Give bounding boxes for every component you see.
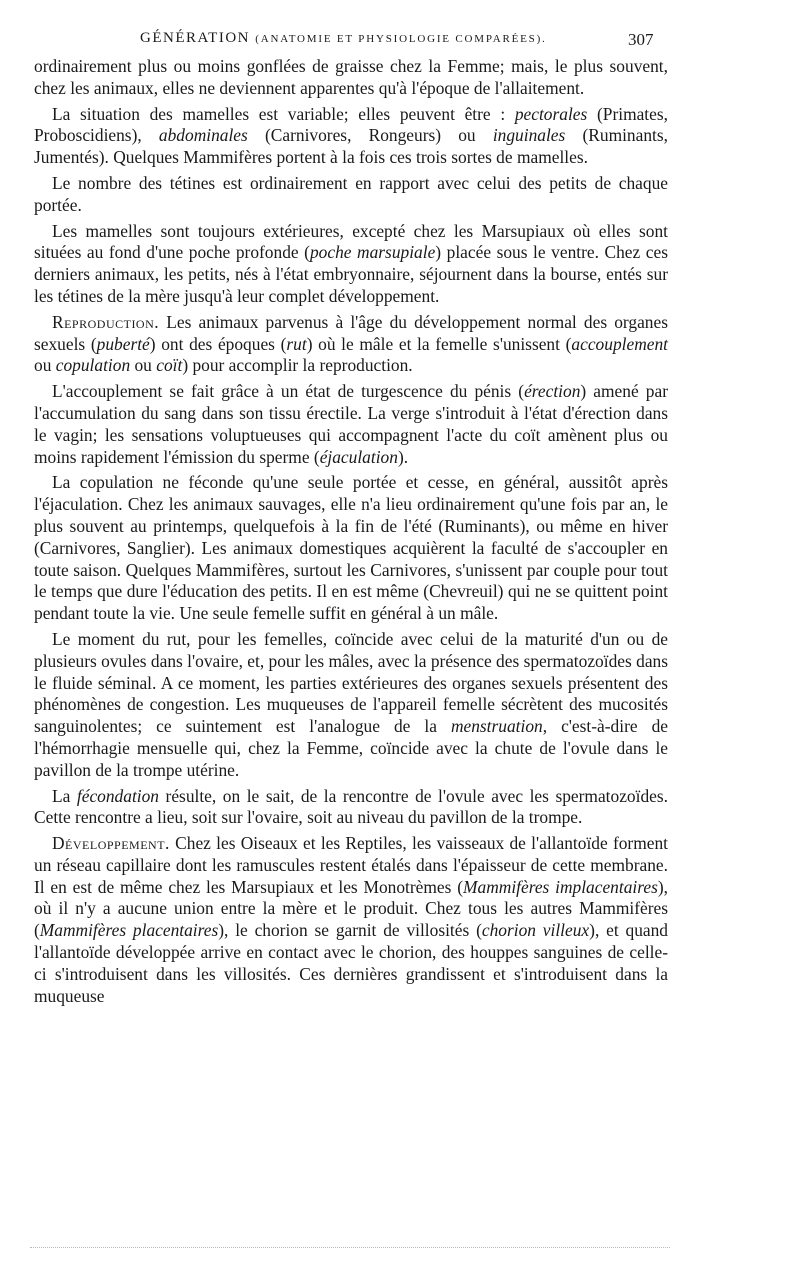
paragraph: [34, 381, 668, 468]
paragraph: [34, 312, 668, 377]
italic-term: puberté: [96, 333, 150, 354]
italic-term: chorion villeux: [481, 920, 590, 941]
paragraph: [34, 173, 668, 217]
italic-term: poche marsupiale: [309, 242, 436, 263]
italic-term: inguinales: [492, 125, 566, 146]
text-run: Le moment du rut, pour les femelles, coïncide avec celui de la maturité d'un ou de plusieurs ovules dans l'ovaire, et, pour les mâles, avec la présence des spermatozoïdes dans le fluide séminal. A ce moment, les parties extérieures des organes sexuels présentent des phénomènes de congestion. Les muqueuses de l'appareil femelle sécrètent des mucosités sanguinolentes; ce suintement est l'analogue de la: [34, 628, 668, 737]
italic-term: Mammifères placentaires: [39, 920, 219, 941]
text-run: ), et quand l'allantoïde développée arrive en contact avec le chorion, des houppes sanguines de celle-ci s'introduisent dans les villosités. Ces dernières grandissent et s'introduisent dans la muqueuse: [34, 920, 668, 1006]
text-run: ) amené par l'accumulation du sang dans son tissu érectile. La verge s'introduit à l'état d'érection dans le vagin; les sensations voluptueuses qui accompagnent l'acte du coït amènent plus ou moins rapidement l'émission du sperme (: [34, 381, 668, 467]
text-run: (Ruminants, Jumentés). Quelques Mammifères portent à la fois ces trois sortes de mamelles.: [34, 125, 668, 168]
paragraph: [34, 786, 668, 830]
text-run: Le nombre des tétines est ordinairement en rapport avec celui des petits de chaque portée.: [34, 172, 668, 215]
text-run: (Primates, Proboscidiens),: [34, 103, 668, 146]
text-run: ) où le mâle et la femelle s'unissent (: [306, 333, 572, 354]
text-run: ou: [34, 355, 56, 376]
text-run: La copulation ne féconde qu'une seule portée et cesse, en général, aussitôt après l'éjaculation. Chez les animaux sauvages, elle n'a lieu ordinairement qu'une fois par an, le plus souvent au printemps, quelquefois à la fin de l'été (Ruminants), ou même en hiver (Carnivores, Sanglier). Les animaux domestiques acquièrent la faculté de s'accoupler en toute saison. Quelques Mammifères, surtout les Carnivores, s'unissent par couple pour tout le temps que dure l'éducation des petits. Il en est même (Chevreuil) qui ne se quittent point pendant toute la vie. Une seule femelle suffit en général à un mâle.: [34, 472, 668, 624]
text-run: ), le chorion se garnit de villosités (: [218, 920, 482, 941]
chapter-subtitle: (ANATOMIE ET PHYSIOLOGIE COMPARÉES).: [255, 33, 547, 45]
text-run: La: [52, 785, 77, 806]
text-run: ), où il n'y a aucune union entre la mère et le produit. Chez tous les autres Mammifères (: [34, 876, 668, 941]
text-run: ) placée sous le ventre. Chez ces derniers animaux, les petits, nés à l'état embryonnaire, séjournent dans la bourse, entés sur les tétines de la mère jusqu'à leur complet développement.: [34, 242, 668, 306]
paragraph: [34, 833, 668, 1007]
text-run: (Carnivores, Rongeurs) ou: [247, 125, 493, 146]
text-run: ).: [397, 446, 409, 467]
text-run: Les animaux parvenus à l'âge du développement normal des organes sexuels (: [34, 311, 668, 354]
paragraph: [34, 472, 668, 625]
section-run-in-heading: Reproduction.: [52, 311, 160, 332]
footer-smudge: [30, 1247, 670, 1250]
page-number: 307: [628, 30, 654, 49]
italic-term: éjaculation: [319, 446, 398, 467]
italic-term: pectorales: [514, 103, 588, 124]
text-run: ordinairement plus ou moins gonflées de graisse chez la Femme; mais, le plus souvent, chez les animaux, elles ne deviennent apparentes qu'à l'époque de l'allaitement.: [34, 56, 668, 98]
italic-term: coït: [156, 355, 183, 376]
italic-term: rut: [286, 333, 307, 354]
running-header: [0, 20, 800, 56]
section-run-in-heading: Développement.: [52, 833, 170, 854]
text-run: résulte, on le sait, de la rencontre de l'ovule avec les spermatozoïdes. Cette rencontre a lieu, soit sur l'ovaire, soit au niveau du pavillon de la trompe.: [34, 785, 668, 828]
italic-term: Mammifères implacentaires: [463, 876, 658, 897]
body-text: [34, 56, 668, 1011]
text-run: ou: [130, 355, 157, 376]
text-run: L'accouplement se fait grâce à un état de turgescence du pénis (: [52, 381, 525, 402]
paragraph: [34, 104, 668, 169]
paragraph: [34, 629, 668, 782]
paragraph: [34, 56, 668, 100]
paragraph: [34, 221, 668, 308]
italic-term: menstruation: [450, 716, 543, 737]
italic-term: abdominales: [158, 125, 248, 146]
text-run: ) pour accomplir la reproduction.: [182, 355, 413, 376]
chapter-title: GÉNÉRATION: [140, 30, 250, 46]
running-title: [140, 30, 547, 47]
text-run: La situation des mamelles est variable; elles peuvent être :: [52, 103, 515, 124]
italic-term: érection: [524, 381, 581, 402]
text-run: , c'est-à-dire de l'hémorrhagie mensuelle qui, chez la Femme, coïncide avec la chute de l'ovule dans le pavillon de la trompe utérine.: [34, 716, 668, 780]
text-run: ) ont des époques (: [149, 333, 287, 354]
italic-term: accouplement: [571, 333, 668, 354]
text-run: Les mamelles sont toujours extérieures, excepté chez les Marsupiaux où elles sont situées au fond d'une poche profonde (: [34, 220, 668, 263]
italic-term: fécondation: [76, 785, 159, 806]
text-run: Chez les Oiseaux et les Reptiles, les vaisseaux de l'allantoïde forment un réseau capillaire dont les ramuscules restent étalés dans l'épaisseur de cette membrane. Il en est de même chez les Marsupiaux et les Monotrèmes (: [34, 833, 668, 897]
italic-term: copulation: [55, 355, 131, 376]
